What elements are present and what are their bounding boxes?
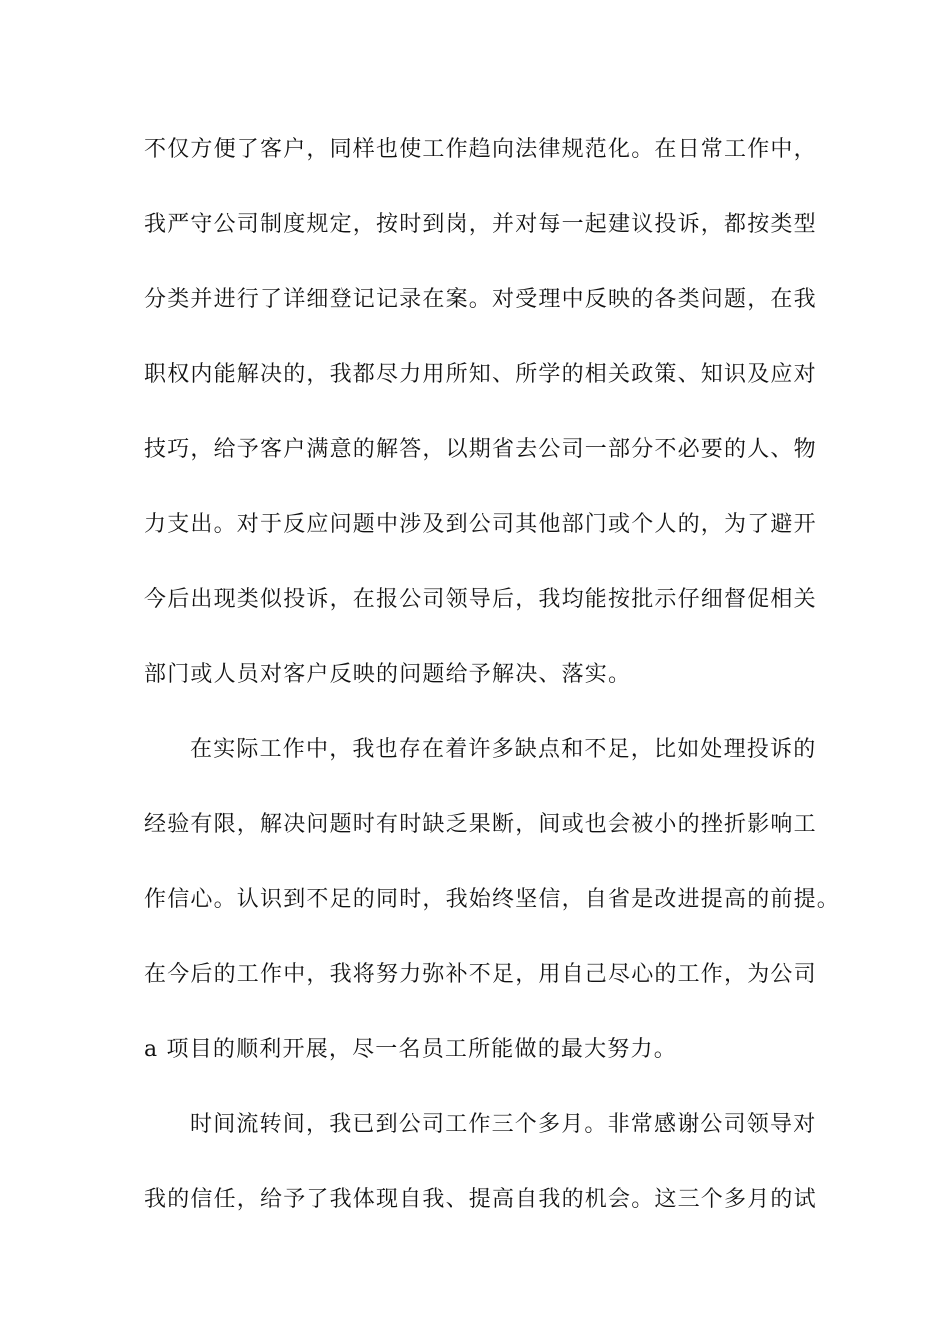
text-line: 经验有限，解决问题时有时缺乏果断，间或也会被小的挫折影响工 [144, 812, 817, 837]
text-line: 力支出。对于反应问题中涉及到公司其他部门或个人的，为了避开 [144, 512, 817, 537]
text-line: 技巧，给予客户满意的解答，以期省去公司一部分不必要的人、物 [144, 437, 817, 462]
text-line: 作信心。认识到不足的同时，我始终坚信，自省是改进提高的前提。 [144, 887, 841, 912]
text-line: 部门或人员对客户反映的问题给予解决、落实。 [144, 662, 632, 687]
paragraph-first-line: 在实际工作中，我也存在着许多缺点和不足，比如处理投诉的 [190, 737, 817, 762]
paragraph-first-line: 时间流转间，我已到公司工作三个多月。非常感谢公司领导对 [190, 1112, 817, 1137]
text-line: a 项目的顺利开展，尽一名员工所能做的最大努力。 [144, 1037, 677, 1062]
text-line: 职权内能解决的，我都尽力用所知、所学的相关政策、知识及应对 [144, 362, 817, 387]
text-line: 我的信任，给予了我体现自我、提高自我的机会。这三个多月的试 [144, 1187, 817, 1212]
text-line: 今后出现类似投诉，在报公司领导后，我均能按批示仔细督促相关 [144, 587, 817, 612]
text-line: 分类并进行了详细登记记录在案。对受理中反映的各类问题，在我 [144, 287, 817, 312]
text-line: 在今后的工作中，我将努力弥补不足，用自己尽心的工作，为公司 [144, 962, 817, 987]
text-line: 我严守公司制度规定，按时到岗，并对每一起建议投诉，都按类型 [144, 212, 817, 237]
text-line: 不仅方便了客户，同样也使工作趋向法律规范化。在日常工作中， [144, 137, 817, 162]
